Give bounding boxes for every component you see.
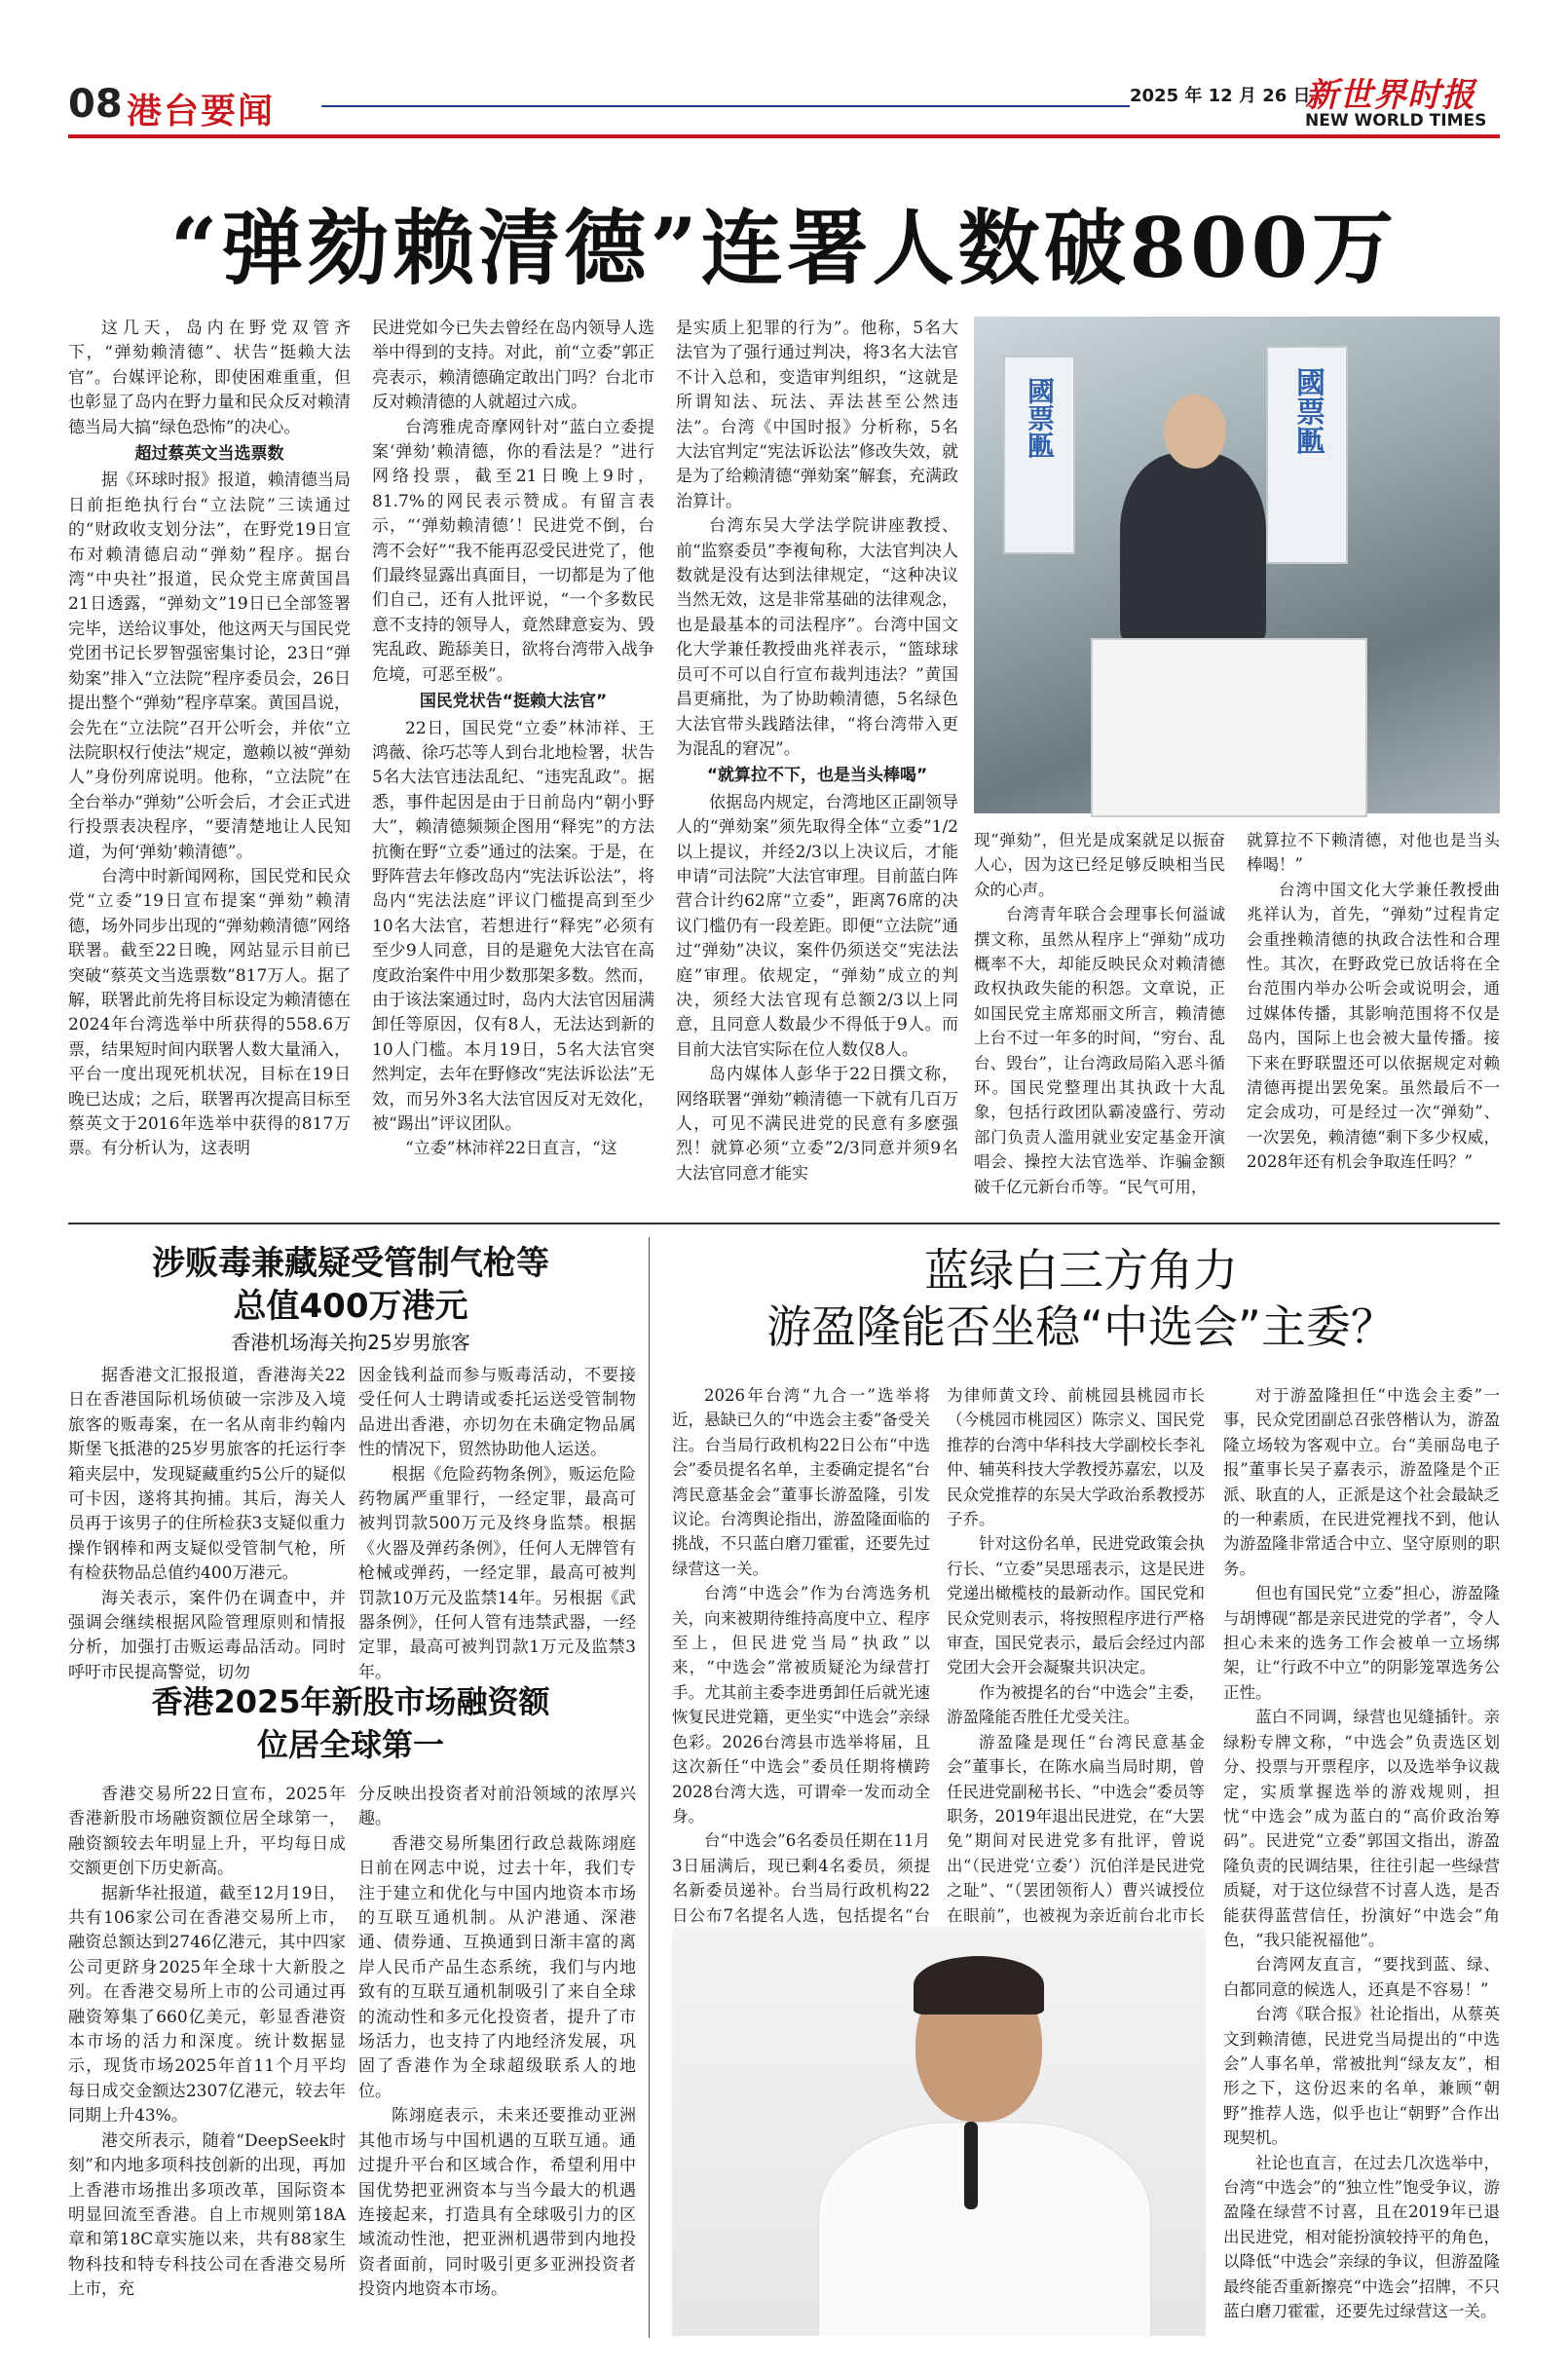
story3-column-1 bbox=[68, 1783, 346, 2303]
column-divider bbox=[649, 1237, 650, 2338]
issue-date: 2025 年 12 月 26 日 bbox=[1130, 86, 1311, 106]
paragraph: 民进党如今已失去曾经在岛内领导人选举中得到的支持。对此，前“立委”郭正亮表示，赖清德确定敢出门吗？台北市反对赖清德的人就超过六成。 bbox=[372, 319, 654, 413]
story4-headline-line2: 游盈隆能否坐稳“中选会”主委？ bbox=[766, 1300, 1396, 1353]
paragraph: 香港交易所22日宣布，2025年香港新股市场融资额位居全球第一，融资额较去年明显上升，平均每日成交额更创下历史新高。 bbox=[68, 1785, 346, 1879]
story4-headline: 蓝绿白三方角力 bbox=[924, 1244, 1238, 1297]
paragraph: 根据《危险药物条例》，贩运危险药物属严重罪行，一经定罪，最高可被判罚款500万元及终身监禁。根据《火器及弹药条例》，任何人无牌管有枪械或弹药，一经定罪，最高可被判罚款10万元及监禁14年。另根据《武器条例》，任何人管有违禁武器，一经定罪，最高可被判罚款1万元及监禁3年。 bbox=[358, 1464, 636, 1682]
masthead-en: NEW WORLD TIMES bbox=[1305, 111, 1487, 131]
ballot-box bbox=[1091, 638, 1367, 817]
paragraph: 针对这份名单，民进党政策会执行长、“立委”吴思瑶表示，这是民进党递出橄榄枝的最新动作。国民党和民众党则表示，将按照程序进行严格审查，国民党表示，最后会经过内部党团大会开会凝聚共识决定。 bbox=[947, 1534, 1205, 1677]
header-rule-red bbox=[68, 134, 1500, 138]
paragraph: 据新华社报道，截至12月19日，共有106家公司在香港交易所上市，融资总额达到2746亿港元，其中四家公司更跻身2025年全球十大新股之列。在香港交易所上市的公司通过再融资筹集了660亿美元，彰显香港资本市场的活力和深度。统计数据显示，现货市场2025年首11个月平均每日成交金额达2307亿港元，较去年同期上升43%。 bbox=[68, 1883, 346, 2127]
paragraph: 22日，国民党“立委”林沛祥、王鸿薇、徐巧芯等人到台北地检署，状告5名大法官违法乱纪、“违宪乱政”。据悉，事件起因是由于日前岛内“朝小野大”，赖清德频频企图用“释宪”的方法抗衡在野“立委”通过的法案。于是，在野阵营去年修改岛内“宪法诉讼法”，将岛内“宪法法庭”评议门槛提高到至少10名大法官，若想进行“释宪”必须有至少9人同意，目的是避免大法官在高度政治案件中用少数那架多数。然而，由于该法案通过时，岛内大法官因届满卸任等原因，仅有8人，无法达到新的10人门槛。本月19日，5名大法官突然判定，去年在野修改“宪法诉讼法”无效，而另外3名大法官因反对无效化，被“踢出”评议团队。 bbox=[372, 718, 654, 1134]
paragraph: 就算拉不下赖清德，对他也是当头棒喝！” bbox=[1247, 831, 1500, 875]
lead-headline: “弹劾赖清德”连署人数破800万 bbox=[170, 200, 1398, 296]
paragraph: 因金钱利益而参与贩毒活动，不要接受任何人士聘请或委托运送受管制物品进出香港，亦切勿在未确定物品属性的情况下，贸然协助他人运送。 bbox=[358, 1366, 636, 1460]
microphone-icon bbox=[964, 2122, 978, 2209]
paragraph: 游盈隆是现任“台湾民意基金会”董事长，在陈水扁当局时期，曾任民进党副秘书长、“中选会”委员等职务，2019年退出民进党，在“大罢免”期间对民进党多有批评，曾说出“（民进党‘立委’）沉伯洋是民进党之耻”、“（罢团领衔人）曹兴诚授位在眼前”，也被视为亲近前台北市长 bbox=[947, 1732, 1205, 1925]
paragraph: 为律师黄文玲、前桃园县桃园市长（今桃园市桃园区）陈宗义、国民党推荐的台湾中华科技大学副校长李礼仲、辅英科技大学教授苏嘉宏，以及民众党推荐的东吴大学政治系教授苏子乔。 bbox=[947, 1386, 1205, 1529]
paragraph: 这几天，岛内在野党双管齐下，“弹劾赖清德”、状告“挺赖大法官”。台媒评论称，即使困难重重，但也彰显了岛内在野力量和民众反对赖清德当局大搞“绿色恐怖”的决心。 bbox=[68, 319, 351, 437]
story4-photo bbox=[672, 1927, 1206, 2336]
paragraph: 台湾东吴大学法学院讲座教授、前“监察委员”李複甸称，大法官判决人数就是没有达到法律规定，“这种决议当然无效，这是非常基础的法律观念，也是最基本的司法程序”。台湾中国文化大学兼任教授曲兆祥表示，“篮球球员可不可以自行宣布裁判违法？”黄国昌更痛批，为了协助赖清德，5名绿色大法官带头践踏法律，“将台湾带入更为混乱的窘况”。 bbox=[676, 516, 958, 759]
booth-sign: 國票匭 bbox=[1290, 367, 1325, 455]
lead-column-1 bbox=[68, 317, 351, 1162]
paragraph: 据《环球时报》报道，赖清德当局日前拒绝执行台“立法院”三读通过的“财政收支划分法”，在野党19日宣布对赖清德启动“弹劾”程序。据台湾“中央社”报道，民众党主席黄国昌21日透露，“弹劾文”19日已全部签署完毕，送给议事处，他这两天与国民党党团书记长罗智强密集讨论，23日“弹劾案”排入“立法院”程序委员会，26日提出整个“弹劾”程序草案。黄国昌说，会先在“立法院”召开公听会，并依“立法院职权行使法”规定，邀赖以被“弹劾人”身份列席说明。他称，“立法院”在全台举办“弹劾”公听会后，才会正式进行投票表决程序，“要清楚地让人民知道，为何‘弹劾’赖清德”。 bbox=[68, 471, 351, 862]
paragraph: 台湾中时新闻网称，国民党和民众党“立委”19日宣布提案“弹劾”赖清德，场外同步出现的“弹劾赖清德”网络联署。截至22日晚，网站显示目前已突破“蔡英文当选票数”817万人。据了解，联署此前先将目标设定为赖清德在2024年台湾选举中所获得的558.6万票，结果短时间内联署人数大量涌入，平台一度出现死机状况，目标在19日晚已达成；之后，联署再次提高目标至蔡英文于2016年选举中获得的817万票。有分析认为，这表明 bbox=[68, 866, 351, 1159]
paragraph: 台湾雅虎奇摩网针对“蓝白立委提案‘弹劾’赖清德，你的看法是？”进行网络投票，截至21日晚上9时，81.7%的网民表示赞成。有留言表示，“‘弹劾赖清德’！民进党不倒，台湾不会好”“我不能再忍受民进党了，他们最终显露出真面目，一切都是为了他们自己，还有人批评说，“一个多数民意不支持的领导人，竟然肆意妄为、毁宪乱政、跪舔美日，欲将台湾带入战争危境，可恶至极”。 bbox=[372, 417, 654, 685]
voter-head bbox=[1164, 395, 1226, 469]
paragraph: 据香港文汇报报道，香港海关22日在香港国际机场侦破一宗涉及入境旅客的贩毒案，在一名从南非约翰内斯堡飞抵港的25岁男旅客的托运行李箱夹层中，发现疑藏重约5公斤的疑似可卡因，遂将其拘捕。其后，海关人员再于该男子的住所检获3支疑似重力操作钢棒和两支疑似受管制气枪，所有检获物品总值约400万港元。 bbox=[68, 1366, 346, 1584]
paragraph: 香港交易所集团行政总裁陈翊庭日前在网志中说，过去十年，我们专注于建立和优化与中国内地资本市场的互联互通机制。从沪港通、深港通、债券通、互换通到日渐丰富的离岸人民币产品生态系统，我们与内地致有的互联互通机制吸引了来自全球的流动性和多元化投资者，提升了市场活力，也支持了内地经济发展，巩固了香港作为全球超级联系人的地位。 bbox=[358, 1833, 636, 2101]
paragraph: 是实质上犯罪的行为”。他称，5名大法官为了强行通过判决，将3名大法官不计入总和，变造审判组织，“这就是所谓知法、玩法、弄法甚至公然违法”。台湾《中国时报》分析称，5名大法官判定“宪法诉讼法”修改失效，就是为了给赖清德“弹劾案”解套，充满政治算计。 bbox=[676, 319, 958, 511]
paragraph: “立委”林沛祥22日直言，“这 bbox=[405, 1139, 617, 1159]
paragraph: 台湾“中选会”作为台湾选务机关，向来被期待维持高度中立、程序至上，但民进党当局“执政”以来，“中选会”常被质疑沦为绿营打手。尤其前主委李进勇卸任后就光速恢复民进党籍，更坐实“中选会”亲绿色彩。2026台湾县市选举将届，且这次新任“中选会”委员任期将横跨2028台湾大选，可谓牵一发而动全身。 bbox=[672, 1584, 930, 1826]
voter-figure bbox=[1120, 453, 1266, 648]
story3-header bbox=[68, 1680, 633, 1766]
masthead-cn: 新世界时报 bbox=[1305, 76, 1475, 115]
lead-column-3 bbox=[676, 317, 958, 1186]
section-divider bbox=[68, 1223, 1500, 1224]
paragraph: 台湾中国文化大学兼任教授曲兆祥认为，首先，“弹劾”过程肯定会重挫赖清德的执政合法性和合理性。其次，在野政党已放话将在全台范围内举办公听会或说明会，通过媒体传播，其影响范围将不仅是岛内，国际上也会被大量传播。接下来在野联盟还可以依据规定对赖清德再提出罢免案。虽然最后不一定会成功，可是经过一次“弹劾”、一次罢免，赖清德“剩下多少权威，2028年还有机会争取连任吗？” bbox=[1247, 880, 1500, 1172]
voting-booth-panel bbox=[1266, 346, 1348, 564]
story3-column-2 bbox=[358, 1783, 636, 2303]
paragraph: 台“中选会”6名委员任期在11月3日届满后，现已剩4名委员，须提名新委员递补。台当局行政机构22日公布7名提名人选，包括提名“台 bbox=[672, 1831, 930, 1925]
subhead: 超过蔡英文当选票数 bbox=[134, 444, 284, 465]
paragraph: 蓝白不同调，绿营也见缝插针。亲绿粉专牌文称，“中选会”负责选区划分、投票与开票程序，以及选举争议裁定，实质掌握选举的游戏规则，担忧“中选会”成为蓝白的“高价政治筹码”。民进党“立委”郭国文指出，游盈隆负责的民调结果，往往引起一些绿营质疑，对于这位绿营不讨喜人选，是否能获得蓝营信任，扮演好“中选会”角色，“我只能祝福他”。 bbox=[1223, 1708, 1500, 1949]
story4-header bbox=[662, 1242, 1500, 1355]
paragraph: 对于游盈隆担任“中选会主委”一事，民众党团副总召张啓楷认为，游盈隆立场较为客观中立。台“美丽岛电子报”董事长吴子嘉表示，游盈隆是个正派、耿直的人，正派是这个社会最缺乏的一种素质，在民进党裡找不到，他认为游盈隆非常适合中立、坚守原则的职务。 bbox=[1223, 1386, 1500, 1578]
paragraph: 陈翊庭表示，未来还要推动亚洲其他市场与中国机遇的互联互通。通过提升平台和区域合作，希望利用中国优势把亚洲资本与当今最大的机遇连接起来，打造具有全球吸引力的区域流动性池，把亚洲机遇带到内地投资者面前，同时吸引更多亚洲投资者投资内地资本市场。 bbox=[358, 2106, 636, 2300]
story2-headline-line2: 总值400万港元 bbox=[233, 1287, 468, 1326]
story2-subhead: 香港机场海关拘25岁男旅客 bbox=[231, 1331, 470, 1354]
paragraph: 港交所表示，随着“DeepSeek时刻”和内地多项科技创新的出现，再加上香港市场推出多项改革，国际资本明显回流至香港。自上市规则第18A章和第18C章实施以来，共有88家生物科技和特专科技公司在香港交易所上市，充 bbox=[68, 2130, 346, 2300]
speaker-hair bbox=[914, 1956, 1044, 2014]
story4-column-3 bbox=[1223, 1383, 1500, 2323]
story3-headline-line2: 位居全球第一 bbox=[256, 1726, 444, 1763]
paragraph: 现“弹劾”，但光是成案就足以振奋人心，因为这已经足够反映相当民众的心声。 bbox=[974, 831, 1225, 899]
lead-photo bbox=[974, 317, 1500, 813]
paragraph: 社论也直言，在过去几次选举中，台湾“中选会”的“独立性”饱受争议，游盈隆在绿营不讨喜，且在2019年已退出民进党，相对能扮演较持平的角色，以降低“中选会”亲绿的争议，但游盈隆最终能否重新擦亮“中选会”招牌，不只蓝白磨刀霍霍，还要先过绿营这一关。 bbox=[1223, 2153, 1500, 2321]
section-title: 港台要闻 bbox=[127, 92, 276, 132]
lead-column-5 bbox=[1247, 828, 1500, 1175]
story2-header bbox=[68, 1242, 633, 1357]
booth-sign-left: 國票匭 bbox=[1024, 377, 1056, 459]
paragraph: 岛内媒体人彭华于22日撰文称，网络联署“弹劾”赖清德一下就有几百万人，可见不满民进党的民意有多麽强烈！就算必须“立委”2/3同意并须9名大法官同意才能实 bbox=[676, 1065, 958, 1184]
subhead: “就算拉不下，也是当头棒喝” bbox=[706, 766, 928, 786]
lead-column-4 bbox=[974, 828, 1225, 1199]
page-number: 08 bbox=[68, 82, 123, 127]
story4-column-1 bbox=[672, 1383, 930, 2002]
paragraph: 台湾青年联合会理事长何溢诚撰文称，虽然从程序上“弹劾”成功概率不大，却能反映民众对赖清德政权执政失能的积怨。文章说，正如国民党主席郑丽文所言，赖清德上台不过一年多的时间，“穷台、乱台、毁台”，让台湾政局陷入恶斗循环。国民党整理出其执政十大乱象，包括行政团队霸凌盛行、劳动部门负责人滥用就业安定基金开演唱会、操控大法官选举、诈骗金额破千亿元新台币等。“民气可用， bbox=[974, 905, 1225, 1196]
header-rule-blue bbox=[321, 105, 1130, 107]
voting-booth-panel-left bbox=[1003, 356, 1075, 554]
paragraph: 依据岛内规定，台湾地区正副领导人的“弹劾案”须先取得全体“立委”1/2以上提议，并经2/3以上决议后，才能申请“司法院”大法官审理。目前蓝白阵营合计约62席“立委”，距离76席的决议门槛仍有一段差距。即便“立法院”通过“弹劾”决议，案件仍须送交“宪法法庭”审理。依规定，“弹劾”成立的判决，须经大法官现有总额2/3以上同意，且同意人数最少不得低于9人。而目前大法官实际在位人数仅8人。 bbox=[676, 792, 958, 1060]
story2-headline: 涉贩毒兼藏疑受管制气枪等 bbox=[152, 1244, 549, 1283]
story2-column-2 bbox=[358, 1364, 636, 1685]
story2-column-1 bbox=[68, 1364, 346, 1685]
paragraph: 台湾网友直言，“要找到蓝、绿、白都同意的候选人，还真是不容易！” bbox=[1223, 1955, 1500, 1999]
paragraph: 台湾《联合报》社论指出，从蔡英文到赖清德，民进党当局提出的“中选会”人事名单，常被批判“绿友友”，相形之下，这份迟来的名单，兼顾“朝野”推荐人选，似乎也让“朝野”合作出现契机。 bbox=[1223, 2005, 1500, 2148]
lead-column-2 bbox=[372, 317, 654, 1162]
paragraph: 作为被提名的台“中选会”主委，游盈隆能否胜任尤受关注。 bbox=[947, 1682, 1205, 1727]
story4-column-2 bbox=[947, 1383, 1205, 1977]
speaker-body bbox=[818, 2122, 1151, 2336]
paragraph: 但也有国民党“立委”担心，游盈隆与胡博砚“都是亲民进党的学者”，令人担心未来的选务工作会被单一立场绑架，让“行政不中立”的阴影笼罩选务公正性。 bbox=[1223, 1584, 1500, 1702]
paragraph: 2026年台湾“九合一”选举将近，悬缺已久的“中选会主委”备受关注。台当局行政机构22日公布“中选会”委员提名名单，主委确定提名“台湾民意基金会”董事长游盈隆，引发议论。台湾舆论指出，游盈隆面临的挑战，不只蓝白磨刀霍霍，还要先过绿营这一关。 bbox=[672, 1386, 930, 1578]
story3-headline: 香港2025年新股市场融资额 bbox=[151, 1683, 550, 1720]
subhead: 国民党状告“挺赖大法官” bbox=[419, 692, 608, 712]
paragraph: 分反映出投资者对前沿领域的浓厚兴趣。 bbox=[358, 1785, 636, 1829]
paragraph: 海关表示，案件仍在调查中，并强调会继续根据风险管理原则和情报分析，加强打击贩运毒品活动。同时呼吁市民提高警觉，切勿 bbox=[68, 1588, 346, 1682]
